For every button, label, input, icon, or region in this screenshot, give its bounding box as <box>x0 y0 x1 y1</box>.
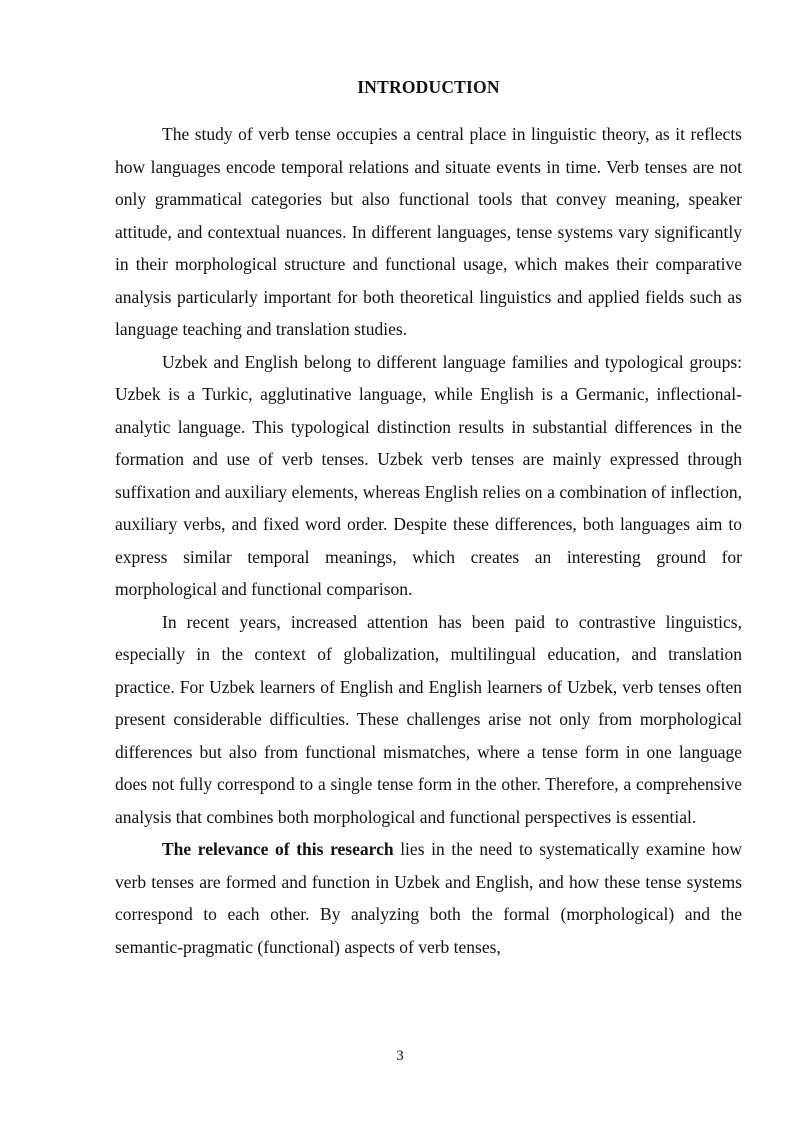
paragraph-text: lies in the need to systematically examine how verb tenses are formed and function in Uzbek and English, and how these tense systems correspond to each other. By analyzing both the formal (morphological) and the semantic-pragmatic (functional) aspects of verb tenses, <box>115 839 742 957</box>
paragraph-intro <box>115 118 742 346</box>
paragraph-contrastive <box>115 606 742 834</box>
paragraph-text: The study of verb tense occupies a central place in linguistic theory, as it reflects how languages encode temporal relations and situate events in time. Verb tenses are not only grammatical categories but also functional tools that convey meaning, speaker attitude, and contextual nuances. In different languages, tense systems vary significantly in their morphological structure and functional usage, which makes their comparative analysis particularly important for both theoretical linguistics and applied fields such as language teaching and translation studies. <box>115 124 742 339</box>
paragraph-relevance <box>115 833 742 963</box>
paragraph-typology <box>115 346 742 606</box>
document-page <box>115 74 742 963</box>
section-heading: INTRODUCTION <box>357 77 500 97</box>
paragraph-text: Uzbek and English belong to different language families and typological groups: Uzbek is a Turkic, agglutinative language, while English is a Germanic, inflectional-analytic language. This typological distinction results in substantial differences in the formation and use of verb tenses. Uzbek verb tenses are mainly expressed through suffixation and auxiliary elements, whereas English relies on a combination of inflection, auxiliary verbs, and fixed word order. Despite these differences, both languages aim to express similar temporal meanings, which creates an interesting ground for morphological and functional comparison. <box>115 351 742 599</box>
page-number: 3 <box>396 1048 404 1064</box>
paragraph-text: In recent years, increased attention has been paid to contrastive linguistics, especially in the context of globalization, multilingual education, and translation practice. For Uzbek learners of English and English learners of Uzbek, verb tenses often present considerable difficulties. These challenges arise not only from morphological differences but also from functional mismatches, where a tense form in one language does not fully correspond to a single tense form in the other. Therefore, a comprehensive analysis that combines both morphological and functional perspectives is essential. <box>115 611 742 827</box>
relevance-lead-phrase: The relevance of this research <box>162 839 394 859</box>
